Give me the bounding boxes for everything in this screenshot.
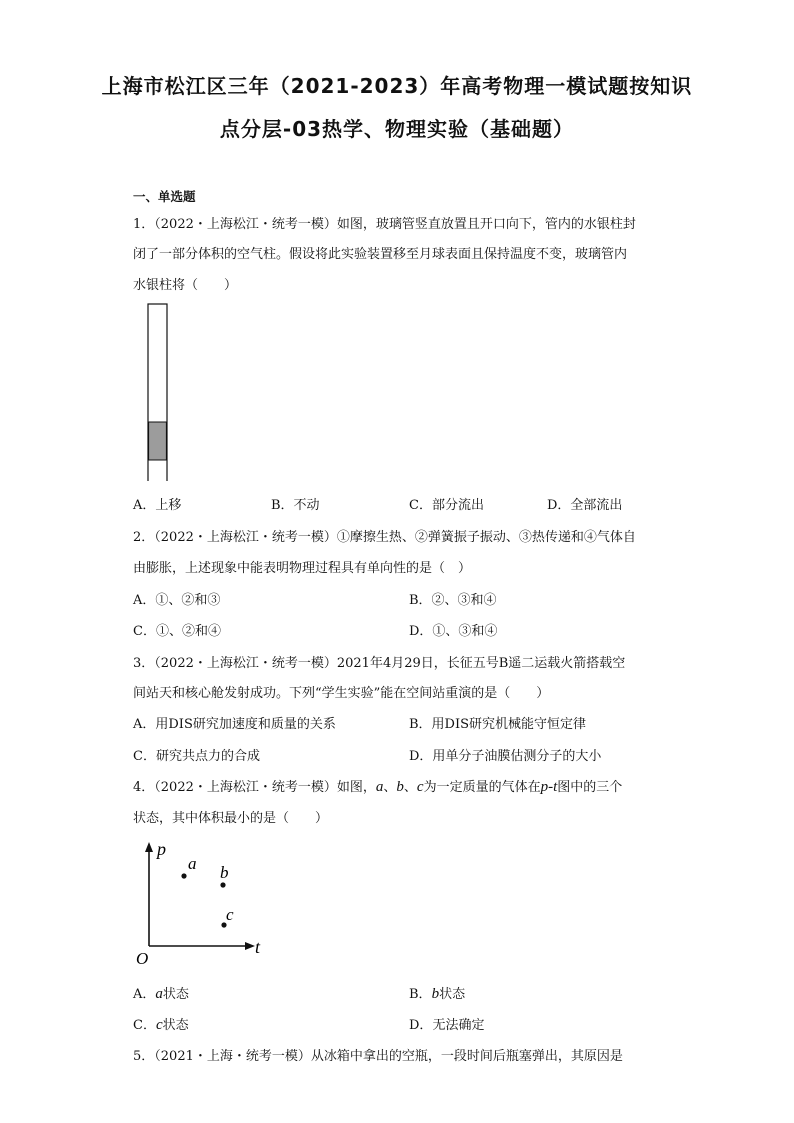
q4-option-d-prefix: D． (409, 1018, 433, 1033)
q4-line-1 (133, 776, 622, 796)
point-c-label: c (226, 905, 234, 924)
q4-line-2: 状态，其中体积最小的是（ ） (133, 811, 329, 826)
q4-line-1-mid: 为一定质量的气体在 (423, 780, 541, 795)
q4-option-b-var: b (431, 986, 440, 1002)
glass-tube-figure (140, 300, 180, 485)
point-a-label: a (188, 854, 197, 873)
x-axis-label: t (255, 937, 261, 957)
q2-option-c: C．①、②和④ (133, 624, 221, 639)
q4-option-b-prefix: B． (409, 987, 432, 1002)
q3-option-c: C．研究共点力的合成 (133, 749, 260, 764)
q4-var-b: b (396, 779, 404, 795)
q4-line-1-text: 4．（2022・上海松江・统考一模）如图， (133, 780, 376, 795)
q4-option-b-text: 状态 (439, 987, 466, 1002)
q2-line-1: 2．（2022・上海松江・统考一模）①摩擦生热、②弹簧振子振动、③热传递和④气体自 (133, 530, 636, 545)
document-title-line-2: 点分层-03热学、物理实验（基础题） (219, 117, 575, 141)
q1-line-1: 1．（2022・上海松江・统考一模）如图，玻璃管竖直放置且开口向下，管内的水银柱封 (133, 217, 636, 232)
q4-option-b (409, 983, 465, 1003)
q4-option-a-text: 状态 (162, 987, 189, 1002)
q3-option-a: A．用DIS研究加速度和质量的关系 (133, 717, 336, 732)
q4-option-a-var: a (155, 986, 163, 1002)
q1-option-a: A．上移 (133, 498, 182, 513)
q2-option-d: D．①、③和④ (409, 624, 498, 639)
q5-line-1: 5．（2021・上海・统考一模）从冰箱中拿出的空瓶，一段时间后瓶塞弹出，其原因是 (133, 1049, 623, 1064)
x-axis-arrow (245, 942, 255, 950)
q4-option-c (133, 1014, 189, 1034)
q1-option-c: C．部分流出 (409, 498, 484, 513)
point-a (181, 873, 186, 878)
q3-option-b: B．用DIS研究机械能守恒定律 (409, 717, 587, 732)
p-t-graph (130, 838, 270, 968)
q4-pt-label: p-t (540, 779, 558, 795)
q2-line-2: 由膨胀，上述现象中能表明物理过程具有单向性的是（ ） (133, 561, 472, 576)
q4-option-d (409, 1014, 484, 1033)
q4-var-a: a (375, 779, 384, 795)
q3-option-d: D．用单分子油膜估测分子的大小 (409, 749, 602, 764)
q4-sep-2: 、 (403, 780, 417, 795)
q4-option-c-var: c (155, 1017, 163, 1033)
q1-option-b: B．不动 (271, 498, 320, 513)
q3-line-2: 间站天和核心舱发射成功。下列“学生实验”能在空间站重演的是（ ） (133, 686, 550, 701)
origin-label: O (136, 949, 149, 968)
q1-line-3: 水银柱将（ ） (133, 278, 238, 293)
y-axis-label: p (157, 839, 166, 859)
q4-option-d-text: 无法确定 (432, 1018, 485, 1033)
document-title-line-1: 上海市松江区三年（2021-2023）年高考物理一模试题按知识 (101, 74, 693, 98)
q3-line-1: 3．（2022・上海松江・统考一模）2021年4月29日，长征五号B遥二运载火箭搭载空 (133, 656, 626, 671)
q2-option-a: A．①、②和③ (133, 593, 221, 608)
q4-line-1-after: 图中的三个 (557, 780, 623, 795)
section-heading: 一、单选题 (133, 189, 196, 204)
point-b-label: b (220, 863, 229, 882)
q1-line-2: 闭了一部分体积的空气柱。假设将此实验装置移至月球表面且保持温度不变，玻璃管内 (133, 247, 628, 262)
q4-var-c: c (416, 779, 424, 795)
point-b (220, 882, 225, 887)
q4-sep-1: 、 (383, 780, 397, 795)
q4-option-c-prefix: C． (133, 1018, 156, 1033)
mercury-column (149, 422, 167, 460)
y-axis-arrow (145, 842, 153, 852)
q4-option-a-prefix: A． (133, 987, 156, 1002)
q2-option-b: B．②、③和④ (409, 593, 497, 608)
q1-option-d: D．全部流出 (547, 498, 623, 513)
q4-option-c-text: 状态 (162, 1018, 189, 1033)
q4-option-a (133, 983, 189, 1003)
